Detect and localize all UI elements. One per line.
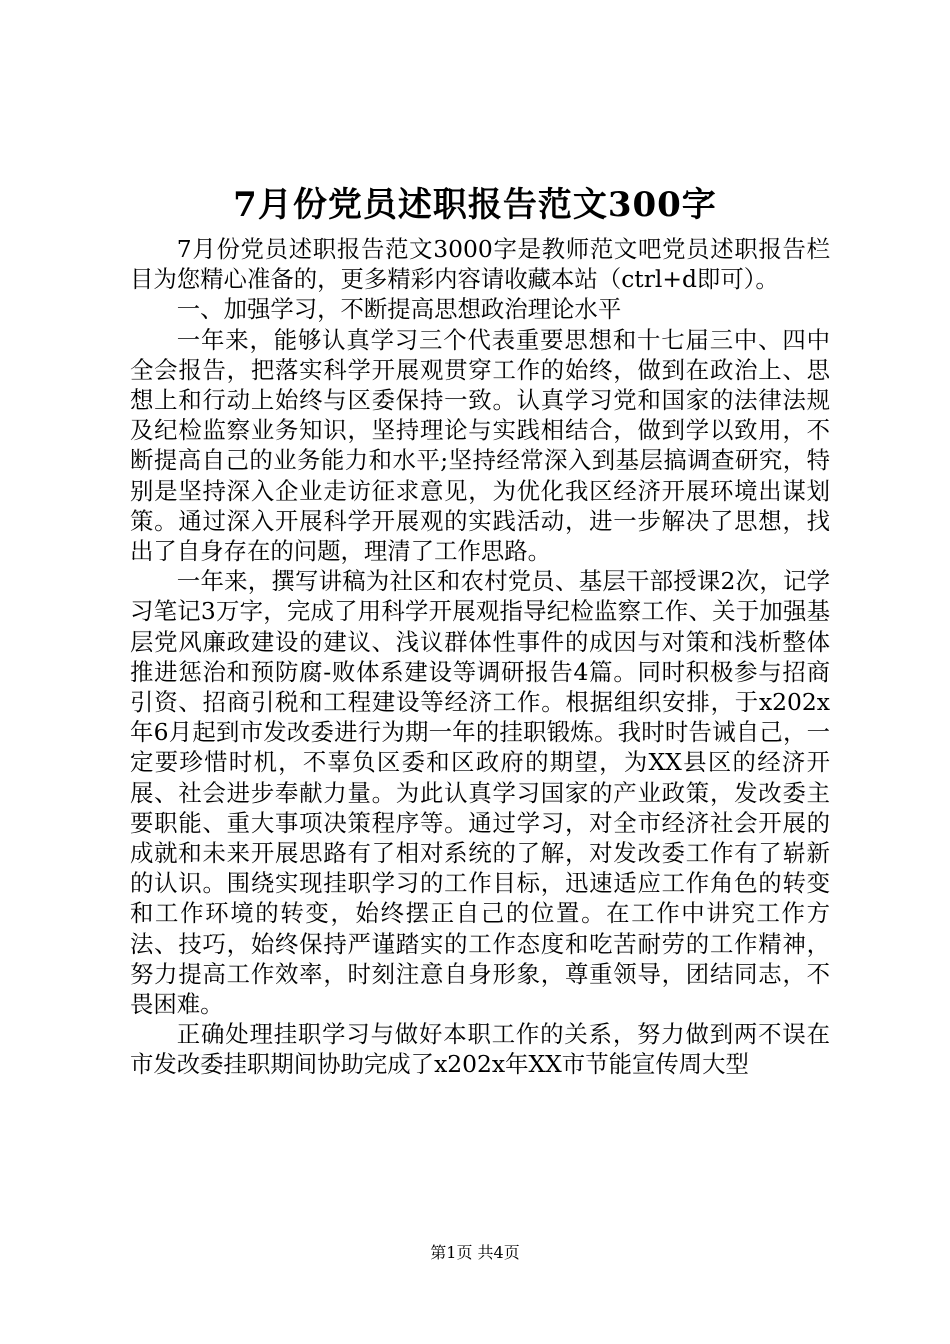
document-title: 7月份党员述职报告范文300字 <box>233 185 717 225</box>
paragraph-achievements: 一年来，撰写讲稿为社区和农村党员、基层干部授课2次，记学习笔记3万字，完成了用科学开展观指导纪检监察工作、关于加强基层党风廉政建设的建议、浅议群体性事件的成因与对策和浅析整体推进惩治和预防腐-败体系建设等调研报告4篇。同时积极参与招商引资、招商引税和工程建设等经济工作。根据组织安排，于x202x年6月起到市发改委进行为期一年的挂职锻炼。我时时告诫自己，一定要珍惜时机，不辜负区委和区政府的期望，为XX县区的经济开展、社会进步奉献力量。为此认真学习国家的产业政策，发改委主要职能、重大事项决策程序等。通过学习，对全市经济社会开展的成就和未来开展思路有了相对系统的了解，对发改委工作有了崭新的认识。围绕实现挂职学习的工作目标，迅速适应工作角色的转变和工作环境的转变，始终摆正自己的位置。在工作中讲究工作方法、技巧，始终保持严谨踏实的工作态度和吃苦耐劳的工作精神，努力提高工作效率，时刻注意自身形象，尊重领导，团结同志，不畏困难。 <box>130 567 830 1019</box>
page-number: 第1页 共4页 <box>430 1243 520 1262</box>
paragraph-intro: 7月份党员述职报告范文3000字是教师范文吧党员述职报告栏目为您精心准备的，更多精彩内容请收藏本站（ctrl+d即可）。 <box>130 235 830 294</box>
paragraph-study: 一年来，能够认真学习三个代表重要思想和十七届三中、四中全会报告，把落实科学开展观贯穿工作的始终，做到在政治上、思想上和行动上始终与区委保持一致。认真学习党和国家的法律法规及纪检监察业务知识，坚持理论与实践相结合，做到学以致用，不断提高自己的业务能力和水平;坚持经常深入到基层搞调查研究，特别是坚持深入企业走访征求意见，为优化我区经济开展环境出谋划策。通过深入开展科学开展观的实践活动，进一步解决了思想，找出了自身存在的问题，理清了工作思路。 <box>130 325 830 566</box>
document-body <box>130 234 830 1080</box>
paragraph-heading-1: 一、加强学习，不断提高思想政治理论水平 <box>176 295 622 324</box>
paragraph-balance: 正确处理挂职学习与做好本职工作的关系，努力做到两不误在市发改委挂职期间协助完成了x202x年XX市节能宣传周大型 <box>130 1020 830 1079</box>
